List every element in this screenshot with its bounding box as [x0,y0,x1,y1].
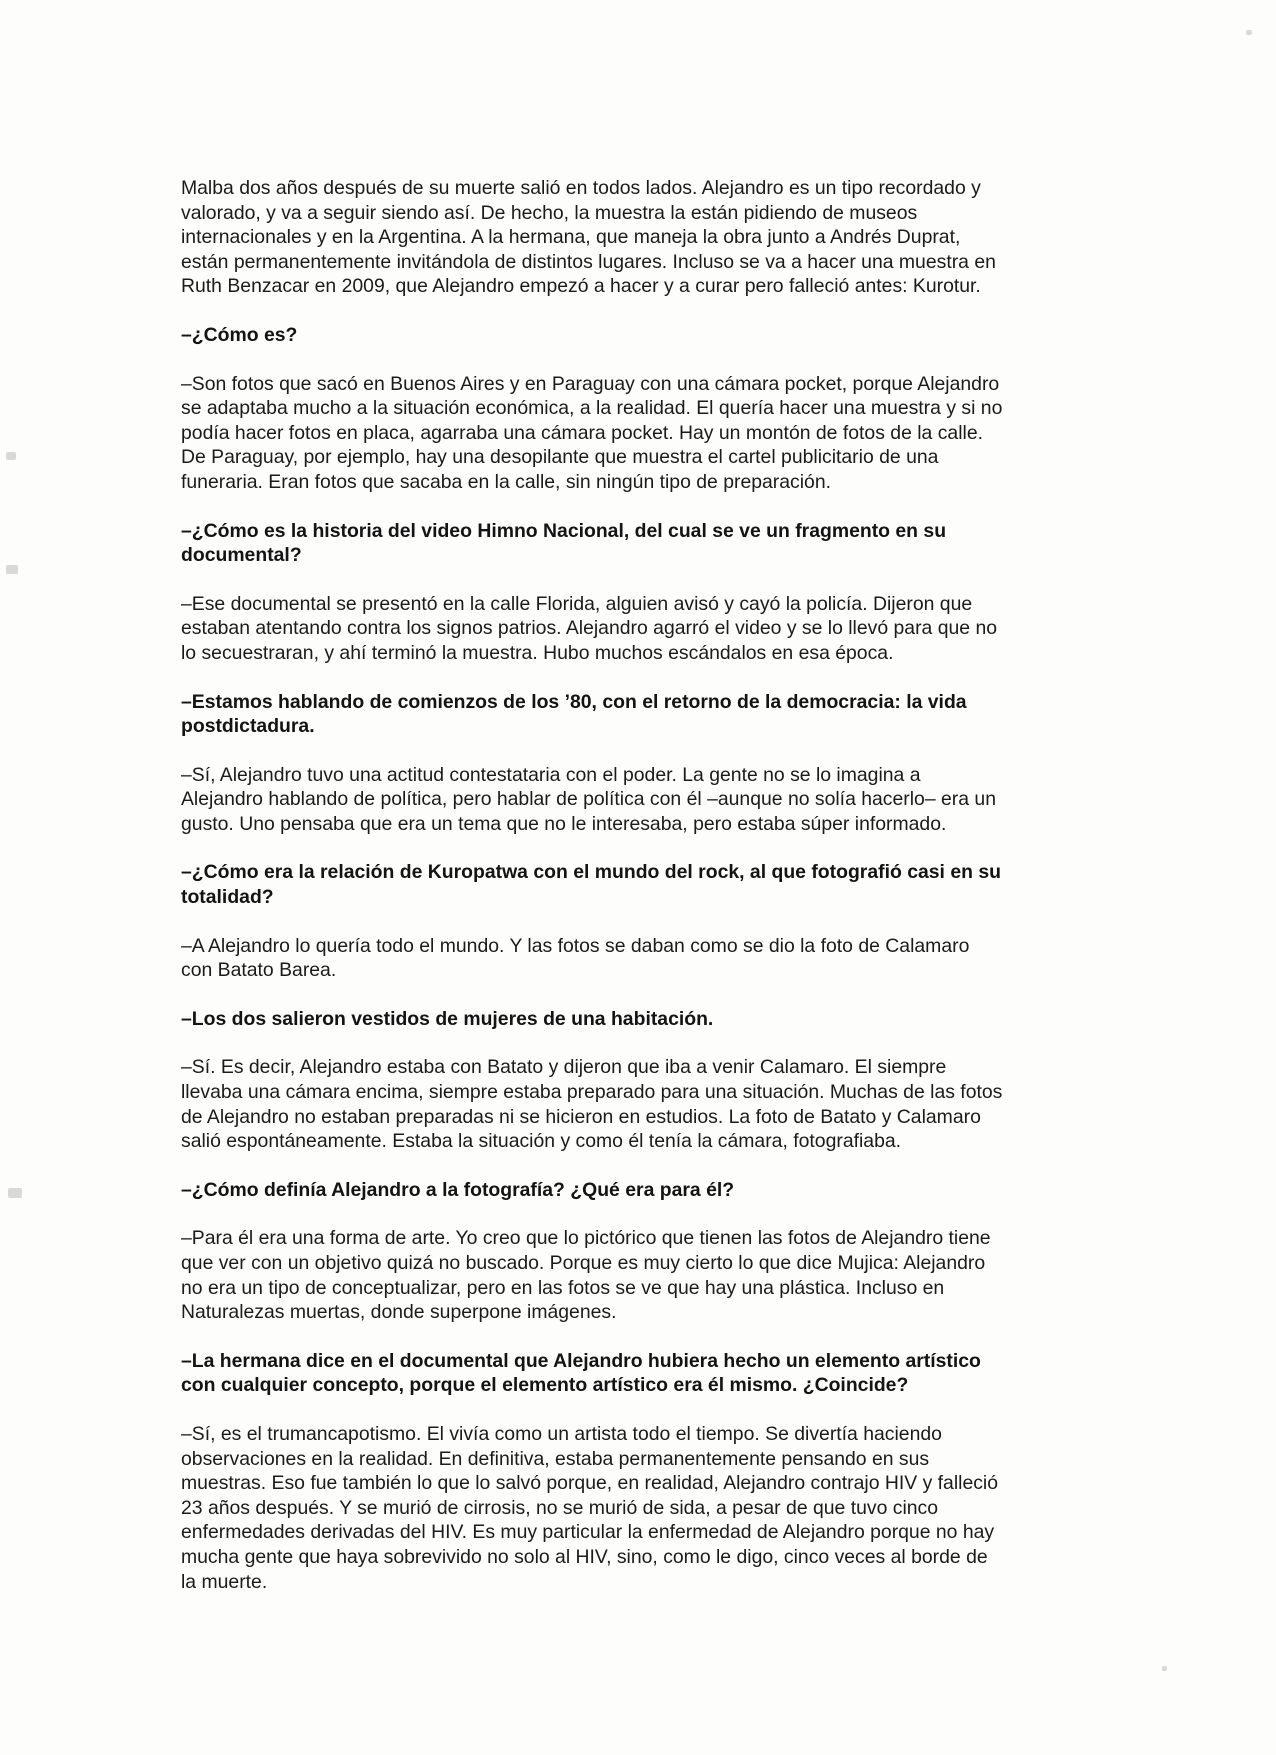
question-paragraph: –La hermana dice en el documental que Alejandro hubiera hecho un elemento artístico con cualquier concepto, porque el elemento artístico era él mismo. ¿Coincide? [181,1349,981,1397]
question-paragraph: –Estamos hablando de comienzos de los ’80, con el retorno de la democracia: la vida postdictadura. [181,690,967,738]
question-paragraph: –Los dos salieron vestidos de mujeres de una habitación. [181,1007,714,1030]
scan-speck [8,1188,22,1198]
answer-paragraph: –Sí, Alejandro tuvo una actitud contestataria con el poder. La gente no se lo imagina a Alejandro hablando de política, pero hablar de política con él –aunque no solía hacerlo– era un gusto. Uno pensaba que era un tema que no le interesaba, pero estaba súper informado. [181,763,996,835]
answer-paragraph: Malba dos años después de su muerte salió en todos lados. Alejandro es un tipo recordado y valorado, y va a seguir siendo así. De hecho, la muestra la están pidiendo de museos internacionales y en la Argentina. A la hermana, que maneja la obra junto a Andrés Duprat, están permanentemente invitándola de distintos lugares. Incluso se va a hacer una muestra en Ruth Benzacar en 2009, que Alejandro empezó a hacer y a curar pero falleció antes: Kurotur. [181,177,996,298]
answer-paragraph: –Son fotos que sacó en Buenos Aires y en Paraguay con una cámara pocket, porque Alejandro se adaptaba mucho a la situación económica, a la realidad. El quería hacer una muestra y si no podía hacer fotos en placa, agarraba una cámara pocket. Hay un montón de fotos de la calle. De Paraguay, por ejemplo, hay una desopilante que muestra el cartel publicitario de una funeraria. Eran fotos que sacaba en la calle, sin ningún tipo de preparación. [181,372,1003,493]
scan-speck [6,452,16,460]
answer-paragraph: –Sí. Es decir, Alejandro estaba con Batato y dijeron que iba a venir Calamaro. El siempre llevaba una cámara encima, siempre estaba preparado para una situación. Muchas de las fotos de Alejandro no estaban preparadas ni se hicieron en estudios. La foto de Batato y Calamaro salió espontáneamente. Estaba la situación y como él tenía la cámara, fotografiaba. [181,1056,1003,1153]
answer-paragraph: –Sí, es el trumancapotismo. El vivía como un artista todo el tiempo. Se divertía haciendo observaciones en la realidad. En definitiva, estaba permanentemente pensando en sus muestras. Eso fue también lo que lo salvó porque, en realidad, Alejandro contrajo HIV y falleció 23 años después. Y se murió de cirrosis, no se murió de sida, a pesar de que tuvo cinco enfermedades derivadas del HIV. Es muy particular la enfermedad de Alejandro porque no hay mucha gente que haya sobrevivido no solo al HIV, sino, como le digo, cinco veces al borde de la muerte. [181,1422,999,1593]
question-paragraph: –¿Cómo es la historia del video Himno Nacional, del cual se ve un fragmento en su documental? [181,519,947,567]
scan-speck [6,565,18,574]
answer-paragraph: –Para él era una forma de arte. Yo creo que lo pictórico que tienen las fotos de Alejandro tiene que ver con un objetivo quizá no buscado. Porque es muy cierto lo que dice Mujica: Alejandro no era un tipo de conceptualizar, pero en las fotos se ve que hay una plástica. Incluso en Naturalezas muertas, donde superpone imágenes. [181,1227,991,1324]
answer-paragraph: –A Alejandro lo quería todo el mundo. Y las fotos se daban como se dio la foto de Calamaro con Batato Barea. [181,934,970,982]
scan-speck [1162,1666,1167,1671]
question-paragraph: –¿Cómo definía Alejandro a la fotografía? ¿Qué era para él? [181,1178,735,1201]
scan-speck [1246,30,1252,35]
question-paragraph: –¿Cómo era la relación de Kuropatwa con el mundo del rock, al que fotografió casi en su totalidad? [181,861,1001,909]
interview-text [181,176,1081,1618]
question-paragraph: –¿Cómo es? [181,323,298,346]
answer-paragraph: –Ese documental se presentó en la calle Florida, alguien avisó y cayó la policía. Dijeron que estaban atentando contra los signos patrios. Alejandro agarró el video y se lo llevó para que no lo secuestraran, y ahí terminó la muestra. Hubo muchos escándalos en esa época. [181,592,998,664]
